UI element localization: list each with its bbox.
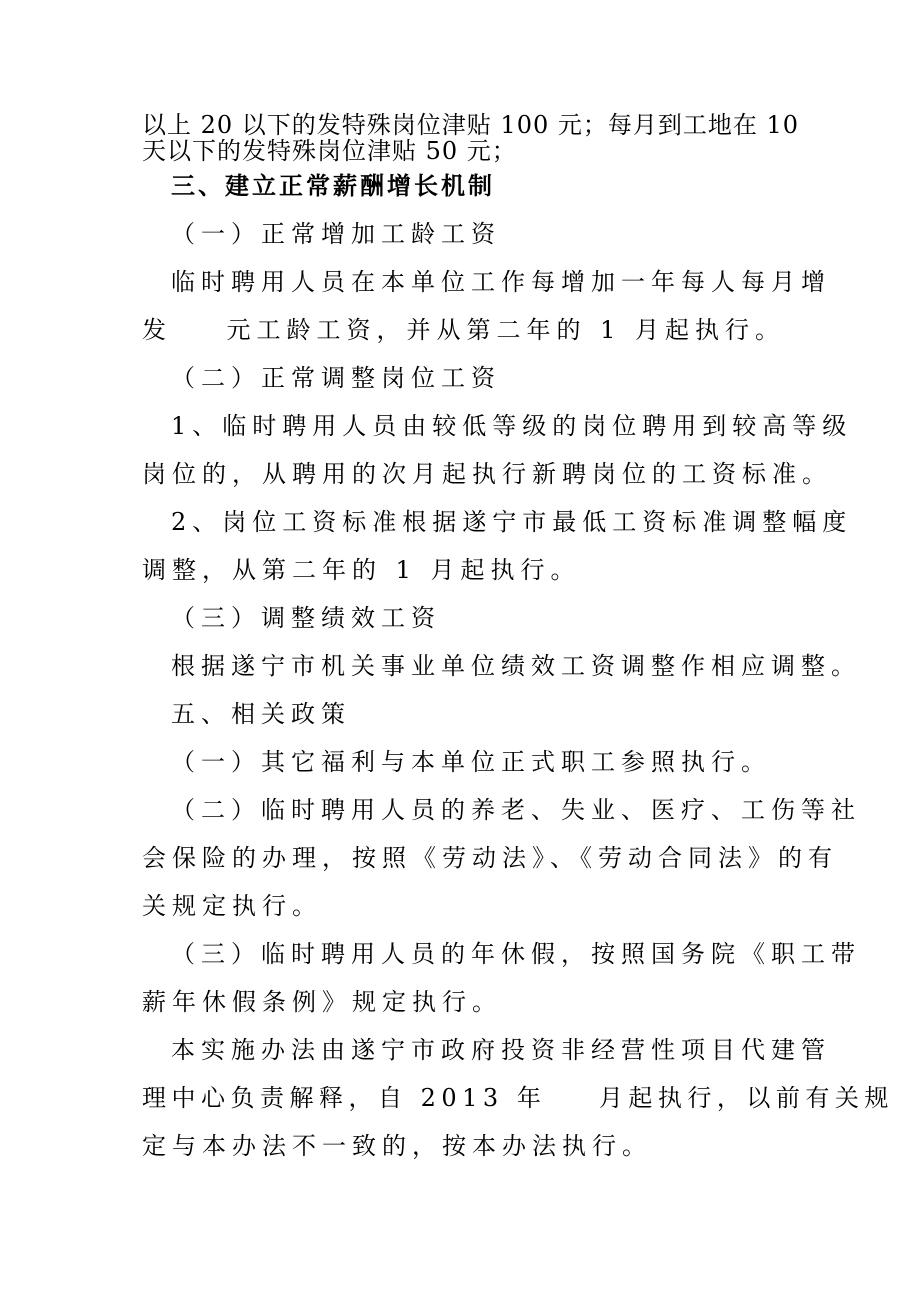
paragraph-line: 本实施办法由遂宁市政府投资非经营性项目代建管 xyxy=(171,1036,831,1064)
subsection-heading: （二）正常调整岗位工资 xyxy=(171,364,501,392)
paragraph-line: 关规定执行。 xyxy=(142,892,322,920)
paragraph-line: （二）临时聘用人员的养老、失业、医疗、工伤等社 xyxy=(171,796,861,824)
paragraph-line: 2、岗位工资标准根据遂宁市最低工资标准调整幅度 xyxy=(171,508,853,536)
paragraph-line: 岗位的，从聘用的次月起执行新聘岗位的工资标准。 xyxy=(142,460,832,488)
paragraph-line: 发 元工龄工资，并从第二年的 1 月起执行。 xyxy=(142,316,786,344)
paragraph-line: 1、临时聘用人员由较低等级的岗位聘用到较高等级 xyxy=(171,412,853,440)
paragraph-line: 天以下的发特殊岗位津贴 50 元； xyxy=(142,137,517,165)
paragraph-line: 调整，从第二年的 1 月起执行。 xyxy=(142,556,581,584)
paragraph-line: 理中心负责解释，自 2013 年 月起执行，以前有关规 xyxy=(142,1084,894,1112)
subsection-heading: （三）调整绩效工资 xyxy=(171,604,441,632)
paragraph-line: 薪年休假条例》规定执行。 xyxy=(142,988,502,1016)
paragraph-line: 定与本办法不一致的，按本办法执行。 xyxy=(142,1132,652,1160)
subsection-heading: （一）正常增加工龄工资 xyxy=(171,220,501,248)
paragraph-line: 根据遂宁市机关事业单位绩效工资调整作相应调整。 xyxy=(171,652,861,680)
section-heading: 三、建立正常薪酬增长机制 xyxy=(171,171,495,200)
paragraph-line: （三）临时聘用人员的年休假，按照国务院《职工带 xyxy=(171,940,861,968)
paragraph-line: 临时聘用人员在本单位工作每增加一年每人每月增 xyxy=(171,268,831,296)
paragraph-line: 会保险的办理，按照《劳动法》、《劳动合同法》的有 xyxy=(142,844,838,872)
paragraph-line: （一）其它福利与本单位正式职工参照执行。 xyxy=(171,748,771,776)
section-heading: 五、相关政策 xyxy=(171,700,351,728)
paragraph-line: 以上 20 以下的发特殊岗位津贴 100 元；每月到工地在 10 xyxy=(142,111,800,139)
